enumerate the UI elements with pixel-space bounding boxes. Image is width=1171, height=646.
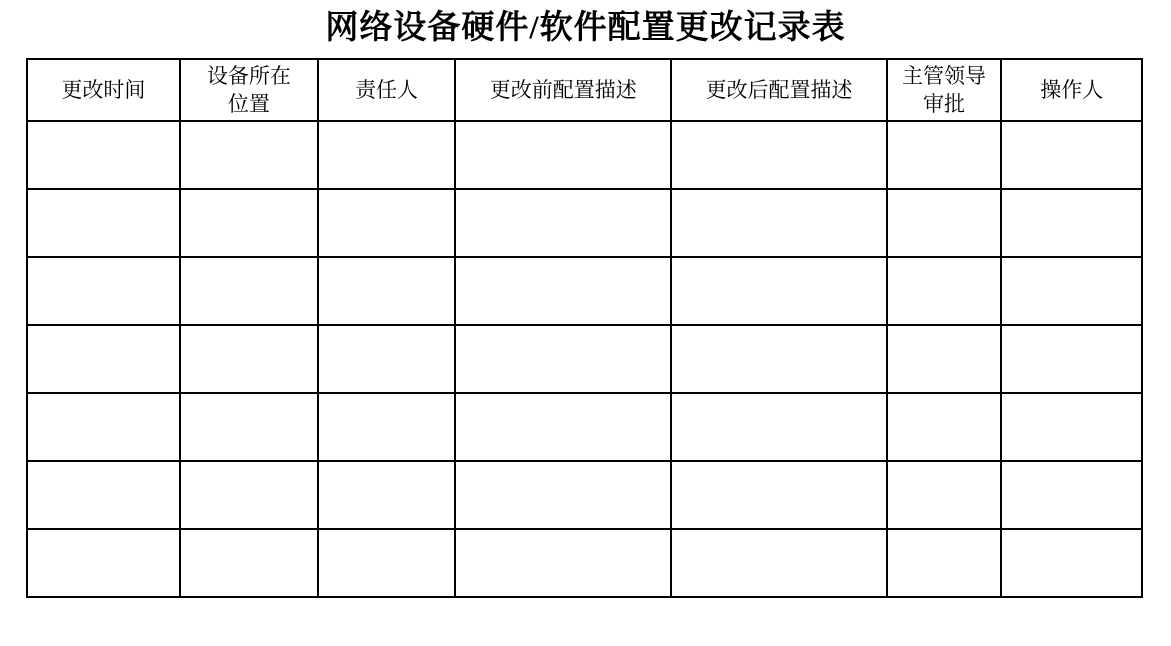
table-cell-change-time (27, 325, 180, 393)
table-cell-operator (1001, 461, 1142, 529)
header-cell-change-time: 更改时间 (27, 59, 180, 121)
table-cell-operator (1001, 121, 1142, 189)
table-cell-change-time (27, 121, 180, 189)
table-cell-operator (1001, 393, 1142, 461)
table-row (27, 325, 1142, 393)
header-cell-device-location: 设备所在 位置 (180, 59, 318, 121)
table-cell-supervisor-approval (887, 529, 1002, 597)
table-cell-supervisor-approval (887, 461, 1002, 529)
table-row (27, 529, 1142, 597)
header-cell-config-before: 更改前配置描述 (455, 59, 671, 121)
table-cell-supervisor-approval (887, 325, 1002, 393)
table-cell-config-after (671, 325, 886, 393)
table-cell-operator (1001, 325, 1142, 393)
table-body (27, 121, 1142, 597)
table-cell-responsible-person (318, 189, 455, 257)
table-cell-supervisor-approval (887, 189, 1002, 257)
table-cell-change-time (27, 461, 180, 529)
table-cell-device-location (180, 393, 318, 461)
table-cell-responsible-person (318, 121, 455, 189)
table-row (27, 393, 1142, 461)
table-cell-device-location (180, 257, 318, 325)
table-cell-config-before (455, 189, 671, 257)
table-cell-config-before (455, 325, 671, 393)
table-cell-device-location (180, 461, 318, 529)
header-cell-config-after: 更改后配置描述 (671, 59, 886, 121)
table-cell-config-after (671, 393, 886, 461)
page-title: 网络设备硬件/软件配置更改记录表 (325, 10, 846, 46)
table-row (27, 461, 1142, 529)
table-cell-supervisor-approval (887, 257, 1002, 325)
table-cell-device-location (180, 529, 318, 597)
table-cell-config-after (671, 257, 886, 325)
table-cell-device-location (180, 189, 318, 257)
config-change-record-table (26, 58, 1143, 598)
table-head (27, 59, 1142, 121)
table-cell-responsible-person (318, 529, 455, 597)
table-cell-config-after (671, 189, 886, 257)
table-cell-config-before (455, 461, 671, 529)
table-cell-config-after (671, 121, 886, 189)
table-cell-change-time (27, 529, 180, 597)
table-cell-responsible-person (318, 461, 455, 529)
table-cell-operator (1001, 529, 1142, 597)
table-cell-responsible-person (318, 393, 455, 461)
header-cell-operator: 操作人 (1001, 59, 1142, 121)
table-cell-device-location (180, 325, 318, 393)
table-row (27, 189, 1142, 257)
header-row (27, 59, 1142, 121)
table-row (27, 257, 1142, 325)
table-cell-device-location (180, 121, 318, 189)
table-cell-config-before (455, 529, 671, 597)
table-row (27, 121, 1142, 189)
table-cell-change-time (27, 189, 180, 257)
table-cell-config-after (671, 461, 886, 529)
table-cell-operator (1001, 257, 1142, 325)
header-cell-responsible-person: 责任人 (318, 59, 455, 121)
table-cell-operator (1001, 189, 1142, 257)
table-cell-config-before (455, 393, 671, 461)
table-cell-change-time (27, 257, 180, 325)
table-cell-supervisor-approval (887, 121, 1002, 189)
table-cell-config-before (455, 257, 671, 325)
table-cell-responsible-person (318, 325, 455, 393)
table-cell-config-before (455, 121, 671, 189)
table-cell-supervisor-approval (887, 393, 1002, 461)
table-cell-change-time (27, 393, 180, 461)
table-cell-responsible-person (318, 257, 455, 325)
table-cell-config-after (671, 529, 886, 597)
header-cell-supervisor-approval: 主管领导 审批 (887, 59, 1002, 121)
